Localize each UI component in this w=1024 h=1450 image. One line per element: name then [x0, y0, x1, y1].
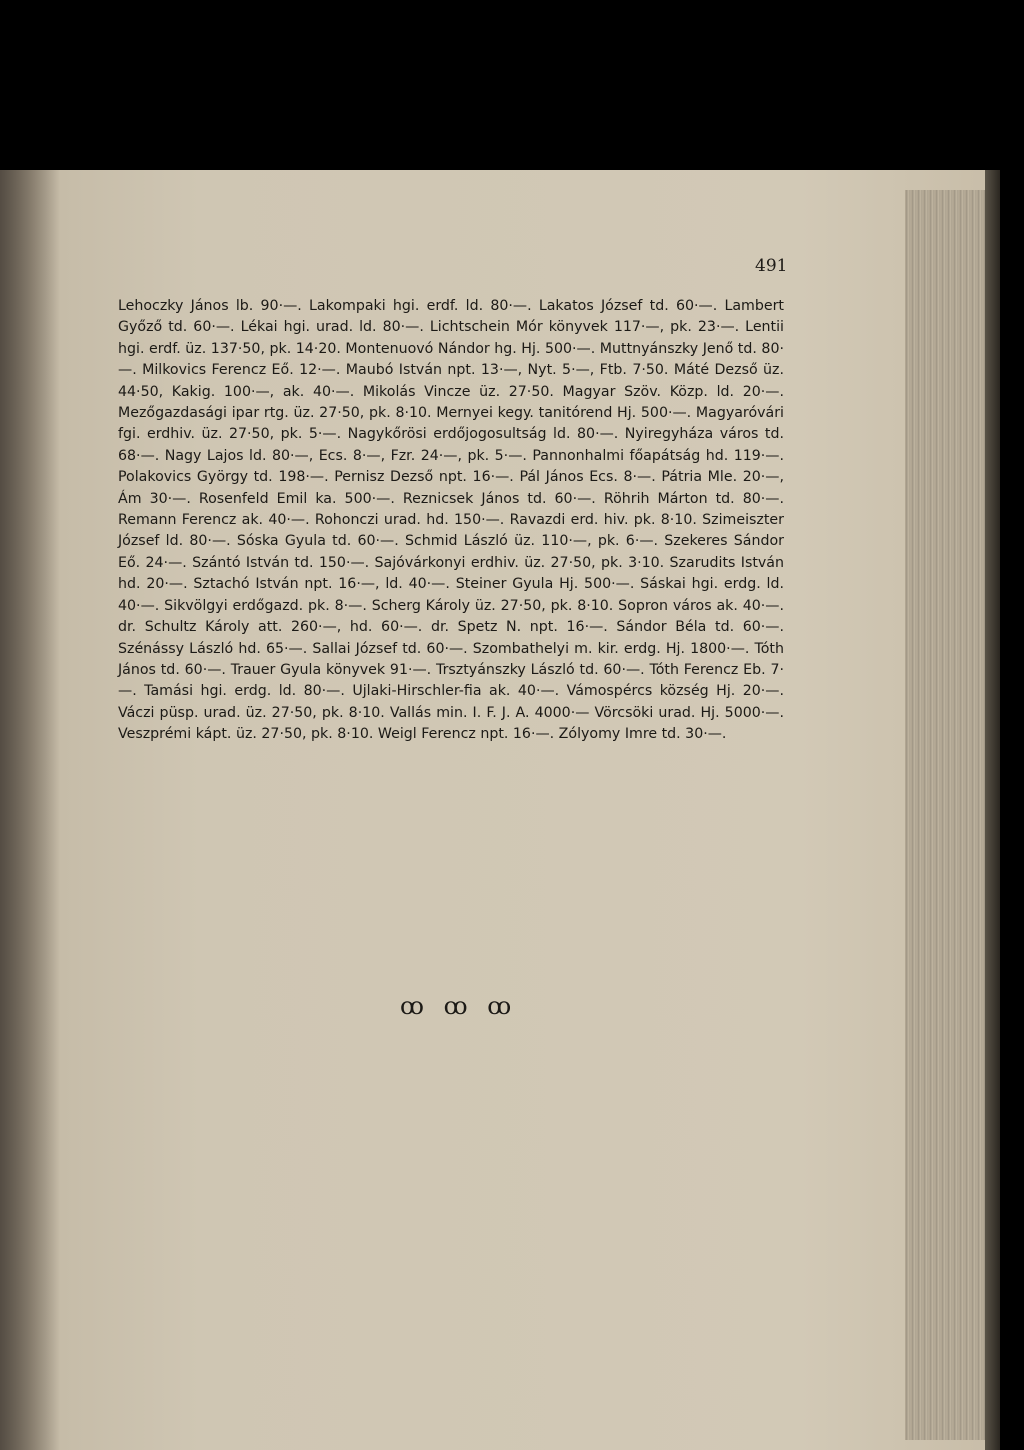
- end-ornament: ꝏ ꝏ ꝏ: [400, 992, 518, 1020]
- book-page: [20, 190, 910, 1440]
- book-cover-edge: [985, 170, 1000, 1450]
- page-edges: [905, 190, 995, 1440]
- book: [0, 170, 1000, 1450]
- page-number: 491: [755, 256, 788, 276]
- donor-list-text: Lehoczky János lb. 90·—. Lakompaki hgi. erdf. ld. 80·—. Lakatos József td. 60·—. Lambert Győző td. 60·—. Lékai hgi. urad. ld. 80·—. Lichtschein Mór könyvek 117·—, pk. 23·—. Lentii hgi. erdf. üz. 137·50, pk. 14·20. Montenuovó Nándor hg. Hj. 500·—. Muttnyánszky Jenő td. 80·—. Milkovics Ferencz Eő. 12·—. Maubó István npt. 13·—, Nyt. 5·—, Ftb. 7·50. Máté Dezső üz. 44·50, Kakig. 100·—, ak. 40·—. Mikolás Vincze üz. 27·50. Magyar Szöv. Közp. ld. 20·—. Mezőgazdasági ipar rtg. üz. 27·50, pk. 8·10. Mernyei kegy. tanitórend Hj. 500·—. Magyaróvári fgi. erdhiv. üz. 27·50, pk. 5·—. Nagykőrösi erdőjogosultság ld. 80·—. Nyiregyháza város td. 68·—. Nagy Lajos ld. 80·—, Ecs. 8·—, Fzr. 24·—, pk. 5·—. Pannonhalmi főapátság hd. 119·—. Polakovics György td. 198·—. Pernisz Dezső npt. 16·—. Pál János Ecs. 8·—. Pátria Mle. 20·—, Ám 30·—. Rosenfeld Emil ka. 500·—. Reznicsek János td. 60·—. Röhrih Márton td. 80·—. Remann Ferencz ak. 40·—. Rohonczi urad. hd. 150·—. Ravazdi erd. hiv. pk. 8·10. Szimeiszter József ld. 80·—. Sóska Gyula td. 60·—. Schmid László üz. 110·—, pk. 6·—. Szekeres Sándor Eő. 24·—. Szántó István td. 150·—. Sajóvárkonyi erdhiv. üz. 27·50, pk. 3·10. Szarudits István hd. 20·—. Sztachó István npt. 16·—, ld. 40·—. Steiner Gyula Hj. 500·—. Sáskai hgi. erdg. ld. 40·—. Sikvölgyi erdőgazd. pk. 8·—. Scherg Károly üz. 27·50, pk. 8·10. Sopron város ak. 40·—. dr. Schultz Károly att. 260·—, hd. 60·—. dr. Spetz N. npt. 16·—. Sándor Béla td. 60·—. Szénássy László hd. 65·—. Sallai József td. 60·—. Szombathelyi m. kir. erdg. Hj. 1800·—. Tóth János td. 60·—. Trauer Gyula könyvek 91·—. Trsztyánszky László td. 60·—. Tóth Ferencz Eb. 7·—. Tamási hgi. erdg. ld. 80·—. Ujlaki-Hirschler-fia ak. 40·—. Vámospércs község Hj. 20·—. Váczi püsp. urad. üz. 27·50, pk. 8·10. Vallás min. I. F. J. A. 4000·— Vörcsöki urad. Hj. 5000·—. Veszprémi kápt. üz. 27·50, pk. 8·10. Weigl Ferencz npt. 16·—. Zólyomy Imre td. 30·—.: [118, 298, 784, 743]
